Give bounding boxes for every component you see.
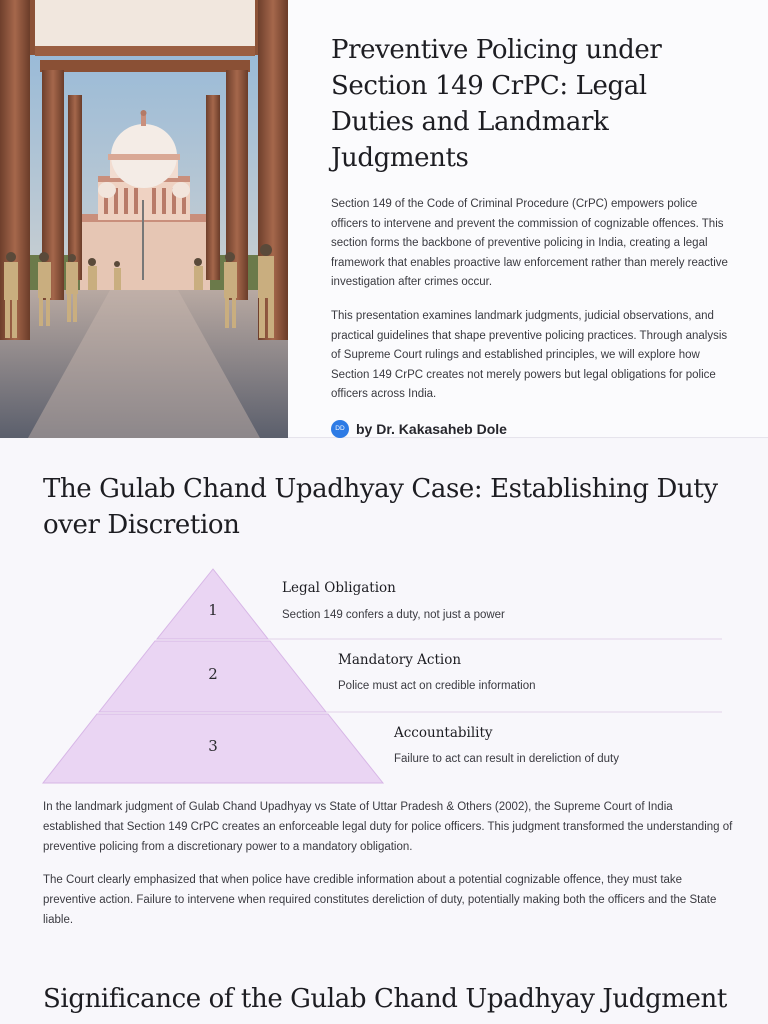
tier-number: 1 [208, 601, 218, 619]
gulab-chand-slide [0, 439, 768, 1024]
tier-description: Section 149 confers a duty, not just a power [282, 609, 505, 621]
tier-number: 2 [208, 665, 218, 683]
tier-description: Police must act on credible information [338, 680, 536, 692]
author-byline [331, 420, 731, 438]
next-slide-title: Significance of the Gulab Chand Upadhyay Judgment [43, 984, 727, 1014]
tier-title: Legal Obligation [282, 580, 396, 596]
duty-pyramid-diagram [0, 567, 768, 787]
tier-number: 3 [208, 737, 218, 755]
slide-title: The Gulab Chand Upadhyay Case: Establishing Duty over Discretion [43, 474, 718, 540]
tier-title: Mandatory Action [338, 652, 462, 668]
avatar: DD [331, 420, 349, 438]
intro-paragraph: Section 149 of the Code of Criminal Procedure (CrPC) empowers police officers to intervene and prevent the commission of cognizable offences. This section forms the backbone of preventive policing in India, creating a legal framework that enables proactive law enforcement rather than merely reactive investigation after crimes occur. [331, 198, 728, 289]
tier-description: Failure to act can result in dereliction of duty [394, 753, 620, 765]
court-emphasis-paragraph: The Court clearly emphasized that when police have credible information about a potential cognizable offence, they must take preventive action. Failure to intervene when required constitutes dereliction of duty, potentially making both the officers and the State liable. [43, 874, 717, 926]
author-name: by Dr. Kakasaheb Dole [356, 420, 507, 437]
presentation-title: Preventive Policing under Section 149 CrPC: Legal Duties and Landmark Judgments [331, 35, 662, 173]
title-slide-content [331, 32, 731, 438]
overview-paragraph: This presentation examines landmark judgments, judicial observations, and practical guidelines that shape preventive policing practices. Through analysis of Supreme Court rulings and established principles, we will explore how Section 149 CrPC creates not merely powers but legal obligations for police officers across India. [331, 309, 728, 401]
supreme-court-image [0, 0, 288, 438]
tier-title: Accountability [394, 725, 493, 741]
judgment-paragraph: In the landmark judgment of Gulab Chand Upadhyay vs State of Uttar Pradesh & Others (2002), the Supreme Court of India established that Section 149 CrPC creates an enforceable legal duty for police officers. This judgment transformed the understanding of preventive policing from a discretionary power to a mandatory obligation. [43, 801, 733, 853]
title-slide [0, 0, 768, 438]
